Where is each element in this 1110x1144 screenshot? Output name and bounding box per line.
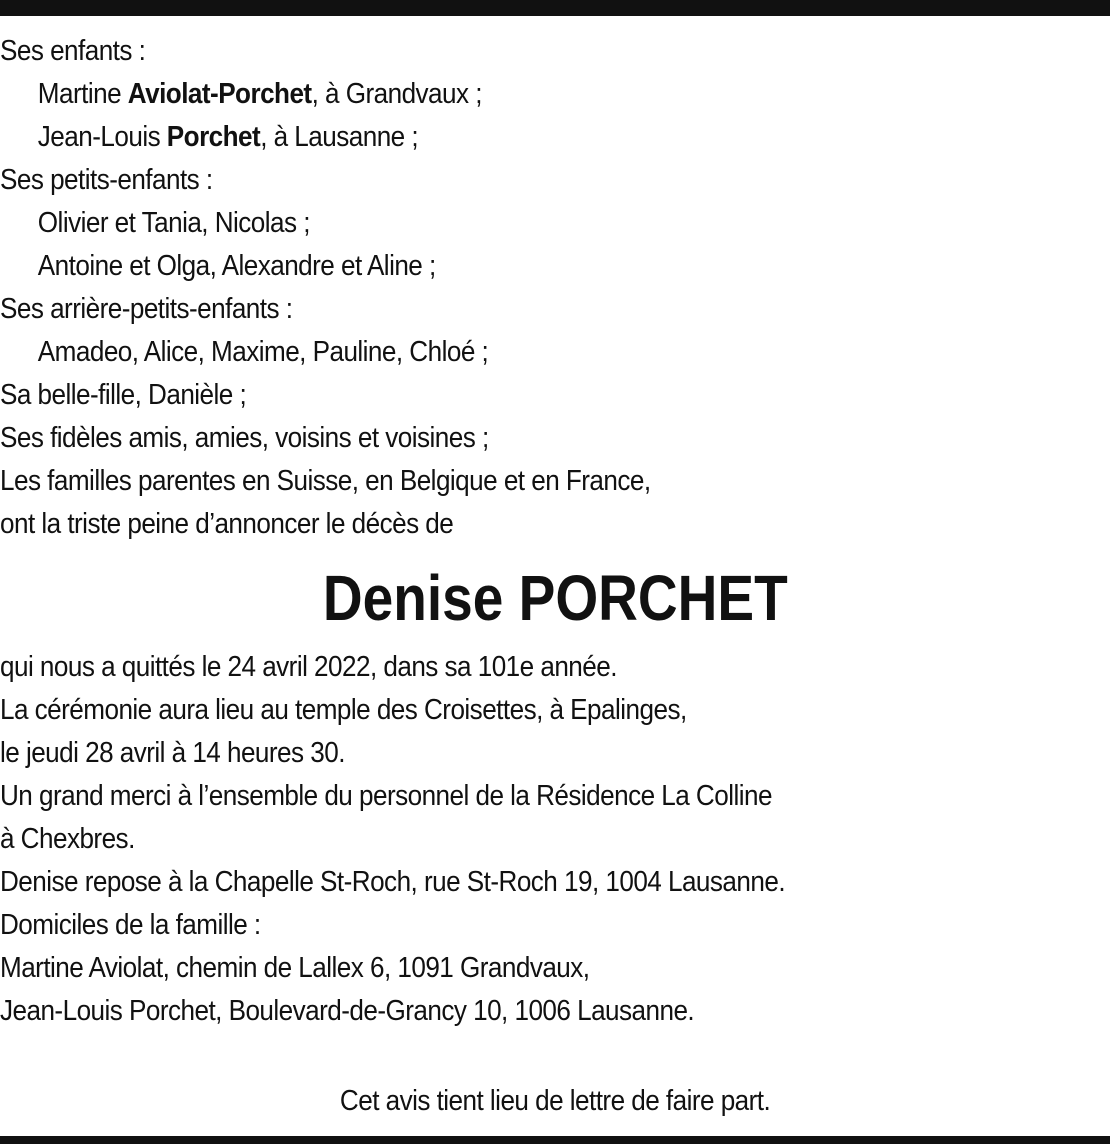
detail-line: à Chexbres. [0, 823, 135, 855]
bottom-border-rule [0, 1136, 1110, 1144]
daughter-in-law-line: Sa belle-fille, Danièle ; [0, 379, 247, 411]
closing-note: Cet avis tient lieu de lettre de faire part. [339, 1085, 771, 1117]
top-border-rule [0, 0, 1110, 16]
family-list [0, 30, 1110, 546]
child-entry-martine [0, 73, 999, 116]
child-place: , à Grandvaux ; [311, 78, 482, 110]
greatgrandchildren-heading: Ses arrière-petits-enfants : [0, 293, 293, 325]
detail-line: Jean-Louis Porchet, Boulevard-de-Grancy 10, 1006 Lausanne. [0, 995, 695, 1027]
child-last-name: Porchet [166, 121, 261, 153]
greatgrandchildren-line: Amadeo, Alice, Maxime, Pauline, Chloé ; [37, 336, 489, 368]
relatives-line: Les familles parentes en Suisse, en Belgique et en France, [0, 465, 651, 497]
detail-line: le jeudi 28 avril à 14 heures 30. [0, 737, 345, 769]
detail-line: Denise repose à la Chapelle St-Roch, rue St-Roch 19, 1004 Lausanne. [0, 866, 786, 898]
detail-line: Un grand merci à l’ensemble du personnel de la Résidence La Colline [0, 780, 772, 812]
detail-line: La cérémonie aura lieu au temple des Croisettes, à Epalinges, [0, 694, 687, 726]
detail-line: Domiciles de la famille : [0, 909, 261, 941]
detail-line: Martine Aviolat, chemin de Lallex 6, 1091 Grandvaux, [0, 952, 590, 984]
child-entry-jean-louis [0, 116, 999, 159]
child-place: , à Lausanne ; [260, 121, 419, 153]
deceased-name: Denise PORCHET [322, 562, 788, 634]
grandchildren-heading: Ses petits-enfants : [0, 164, 213, 196]
child-last-name: Aviolat-Porchet [127, 78, 312, 110]
detail-line: qui nous a quittés le 24 avril 2022, dans sa 101e année. [0, 651, 617, 683]
friends-line: Ses fidèles amis, amies, voisins et voisines ; [0, 422, 489, 454]
child-first-name: Martine [37, 78, 128, 110]
child-first-name: Jean-Louis [37, 121, 167, 153]
grandchildren-line: Olivier et Tania, Nicolas ; [37, 207, 310, 239]
ceremony-details [0, 646, 1110, 1033]
announcement-line: ont la triste peine d’annoncer le décès de [0, 508, 454, 540]
children-heading: Ses enfants : [0, 35, 146, 67]
grandchildren-line: Antoine et Olga, Alexandre et Aline ; [37, 250, 436, 282]
